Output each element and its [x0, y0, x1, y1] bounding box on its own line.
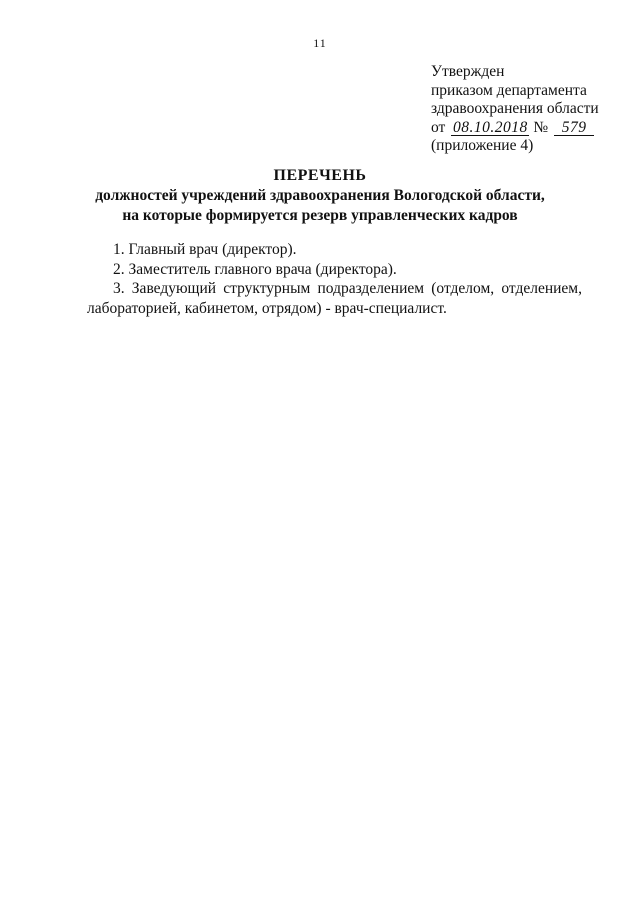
- list-item: 2. Заместитель главного врача (директора).: [113, 260, 397, 278]
- title-subtitle-line1: должностей учреждений здравоохранения Вологодской области,: [95, 187, 545, 204]
- approval-line-date-number: [431, 119, 599, 138]
- from-label: от: [431, 118, 446, 136]
- positions-list: [87, 240, 582, 318]
- list-item: 1. Главный врач (директор).: [113, 241, 297, 258]
- document-title: [0, 166, 640, 226]
- list-item: 3. Заведующий структурным подразделением (отделом, отделением, лабораторией, кабинетом, отрядом) - врач-специалист.: [87, 280, 582, 317]
- title-heading: ПЕРЕЧЕНЬ: [273, 167, 367, 184]
- title-subtitle-line2: на которые формируется резерв управленческих кадров: [122, 207, 518, 224]
- approval-line-approved: Утвержден: [431, 63, 505, 80]
- handwritten-number: 579: [554, 120, 594, 136]
- approval-line-order: приказом департамента: [431, 81, 587, 99]
- page-number: 11: [313, 36, 327, 50]
- approval-line-department: здравоохранения области: [431, 100, 599, 117]
- appendix-label: (приложение 4): [431, 137, 534, 154]
- handwritten-date: 08.10.2018: [452, 118, 528, 136]
- number-label: №: [533, 118, 549, 136]
- approval-stamp: [431, 63, 599, 156]
